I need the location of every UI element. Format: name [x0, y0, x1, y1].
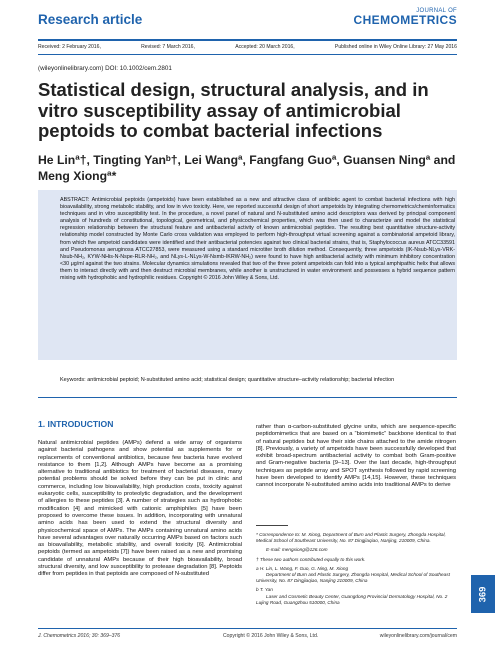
journal-logo: [354, 8, 457, 26]
dates-divider: [38, 54, 457, 55]
journal-logo-top: JOURNAL OF: [416, 8, 457, 14]
footnote-correspondence: * Correspondence to: M. Xiong, Department of Burn and Plastic Surgery, Zhongda Hospital, Medical School of Southeast University, No. 87 Dingjiaqiao, Nanjing, 210009, China.: [256, 532, 446, 544]
footer-journal-link[interactable]: wileyonlinelibrary.com/journal/cem: [379, 633, 457, 639]
article-type-label: Research article: [38, 12, 143, 27]
page-number-text: 369: [477, 586, 489, 602]
header-divider: [38, 39, 457, 41]
footer-citation: J. Chemometrics 2016; 30: 369–376: [38, 633, 121, 639]
doi-line[interactable]: (wileyonlinelibrary.com) DOI: 10.1002/cem.2801: [38, 65, 172, 72]
affiliation-b-address: Laser and Cosmetic Beauty Center, Guangdong Provincial Dermatology Hospital, No. 2 Lujing Road, Guangzhou 510000, China: [256, 593, 448, 605]
page-header: [38, 8, 457, 38]
footnote-affiliation-a: [256, 566, 456, 585]
footnote-divider: [256, 525, 288, 526]
footnote-email[interactable]: E-mail: mengxiong@126.com: [266, 547, 328, 553]
revised-date: Revised: 7 March 2016,: [141, 44, 195, 50]
footnotes: [256, 532, 456, 609]
keywords-divider: [38, 397, 457, 398]
footnote-affiliation-b: [256, 587, 456, 606]
body-column-right: rather than α-carbon-substituted glycine units, which are sequence-specific peptidomimetics that are based on a “biomimetic” backbone identical to that of natural peptides but have their side chains attached to the amide nitrogen [8]. Previously, a variety of ampetoids have been successfully developed that exhibit broad-spectrum antibacterial activity to combat both Gram-positive and Gram-negative bacteria [9–13]. Over the last decade, high-throughput techniques as peptide array and SPOT synthesis followed by rapid screening have been developed to identify AMPs [14,15]. However, these techniques cannot incorporate N-substituted amino acids into traditional AMPs to derive: [256, 424, 456, 489]
body-column-left: Natural antimicrobial peptides (AMPs) defend a wide array of organisms against bacterial pathogens and show potential as supplements for or replacements of conventional antibiotics, because few bacteria have evolved resistance to them [1,2]. Although AMPs have become as a promising alternative to traditional antibiotics for treatment of bacterial diseases, many potential problems should be solved before they can be put in clinic and commerce, including low bioavailability, high production costs, toxicity against eukaryotic cells, susceptibility to proteolytic degradation, and the development of allergies to these peptides [3]. A number of strategies such as hydrophobic modification [4] and mimicked with cationic amphiphiles [5] have been proposed to overcome these issues. In addition, incorporating with unnatural amino acids has been used to extend the structural diversity and physicochemical space of AMPs. The AMPs containing unnatural amino acids have several advantages over naturally occurring AMPs based on factors such as bioavailability, metabolic stability, and overall toxicity [6]. Antimicrobial peptoids (termed as ampetoids [7]) have been raised as a new and promising candidate of unnatural AMPs because of their high bioavailability, broad structural diversity, and low susceptibility to protease degradation [8]. Peptoids differ from peptides in that peptoids are composed of N-substituted: [38, 440, 242, 578]
journal-logo-main: CHEMOMETRICS: [353, 13, 457, 27]
abstract-text: ABSTRACT: Antimicrobial peptoids (ampetoids) have been established as a new and attractive class of antibiotic agent to combat bacterial infections with high bioavailability, strong metabolic stability, and low in vivo toxicity. Here, we reported successful design of short ampetoids by integrating chemometrics/cheminformatics techniques and in vitro susceptibility test. In the procedure, a novel panel of natural and N-substituted amino acid descriptors was derived by principal component analysis of hundreds of constitutional, topological, geometrical, and physicochemical properties, which was then used to characterize and model the statistical regression relationship between the structural feature and antibacterial activity of known antimicrobial peptides. The resulting best quantitative structure-activity relationship model constructed by Monte Carlo cross validation was employed to perform high-throughput virtual screening against a combinatorial ampetoid library, from which five ampetoid candidates were identified and their antibacterial potencies against two clinical bacterial strains, that is, Staphylococcus aureus ATCC33591 and Pseudomonas aeruginosa ATCC27853, were measured using a standard microtiter broth dilution method. Consequently, three ampetoids (IK-Nsub-NLys-VRK-Nsub-NH₂, KYW-NHis-N-Nspe-RLR-NH₂, and NLys-L-NLys-W-Nsmb-IKRW-NH₂) were found to have high antibacterial activity with minimum inhibitory concentration <30 μg/ml against the two strains. Molecular dynamics simulations revealed that two of the three potent ampetoids can fold into a typical amphipathic helix that allows them to interact directly with and then destruct microbial membranes, while another is unstructured in water environment and possesses a hybrid sequence pattern mixing with hydrophobic and hydrophilic residues. Copyright © 2016 John Wiley & Sons, Ltd.: [60, 197, 455, 282]
affiliation-b-names: b T. Yan: [256, 587, 273, 593]
footer-copyright: Copyright © 2016 John Wiley & Sons, Ltd.: [223, 633, 319, 639]
section-heading-introduction: 1. INTRODUCTION: [38, 419, 114, 429]
footnote-equal-contribution: † These two authors contributed equally to this work.: [256, 556, 366, 562]
published-date: Published online in Wiley Online Library: 27 May 2016: [334, 44, 457, 50]
affiliation-a-address: Department of Burn and Plastic Surgery, Zhongda Hospital, Medical School of Southeast University, No. 87 Dingjiaqiao, Nanjing 210009, China: [256, 572, 450, 584]
keywords-line: Keywords: antimicrobial peptoid; N-substituted amino acid; statistical design; quantitative structure–activity relationship; bacterial infection: [60, 377, 395, 383]
affiliation-a-names: a H. Lin, L. Wang, F. Guo, G. Ning, M. Xiong: [256, 565, 349, 571]
paper-title: Statistical design, structural analysis, and in vitro susceptibility assay of antimicrobial peptoids to combat bacterial infections: [38, 79, 429, 141]
footer-divider: [38, 628, 457, 629]
publication-dates: [38, 44, 457, 50]
author-list: He Linª†, Tingting Yanᵇ†, Lei Wangª, Fangfang Guoª, Guansen Ningª and Meng Xiongª*: [38, 153, 456, 183]
page-number: [471, 575, 495, 613]
accepted-date: Accepted: 20 March 2016,: [235, 44, 295, 50]
received-date: Received: 2 February 2016,: [38, 44, 101, 50]
